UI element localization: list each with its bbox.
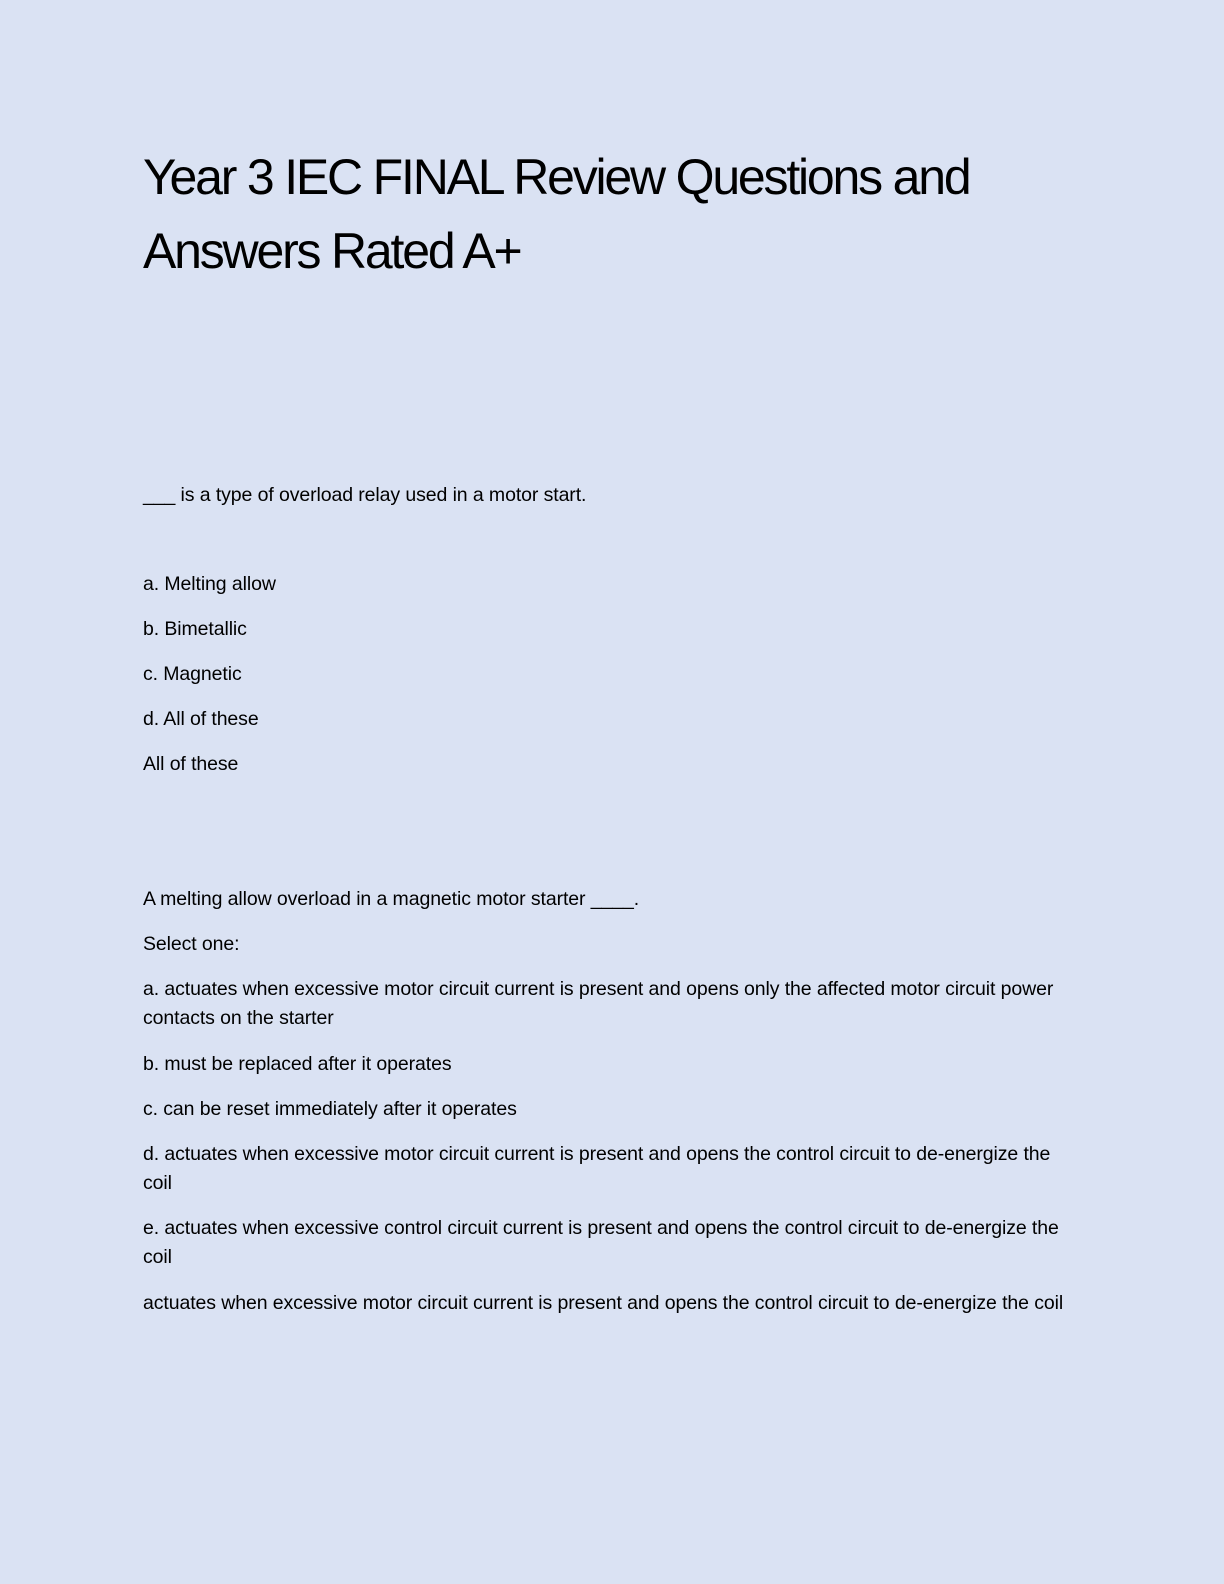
question-2-option-e: e. actuates when excessive control circuit current is present and opens the control circuit to de-energize the coil bbox=[143, 1217, 1059, 1268]
question-1-prompt: ___ is a type of overload relay used in a motor start. bbox=[143, 484, 587, 506]
question-2-prompt: A melting allow overload in a magnetic motor starter ____. bbox=[143, 888, 640, 910]
question-2-instruction: Select one: bbox=[143, 933, 240, 955]
question-2-option-a: a. actuates when excessive motor circuit current is present and opens only the affected motor circuit power contacts on the starter bbox=[143, 978, 1054, 1029]
document-title: Year 3 IEC FINAL Review Questions and Answers Rated A+ bbox=[143, 149, 970, 279]
question-2-option-b: b. must be replaced after it operates bbox=[143, 1053, 452, 1075]
question-1-option-a: a. Melting allow bbox=[143, 573, 276, 595]
question-1-answer: All of these bbox=[143, 753, 239, 775]
question-2-option-c: c. can be reset immediately after it operates bbox=[143, 1098, 517, 1120]
question-1-option-d: d. All of these bbox=[143, 708, 259, 730]
question-2-option-d: d. actuates when excessive motor circuit current is present and opens the control circuit to de-energize the coil bbox=[143, 1143, 1051, 1194]
question-2-answer: actuates when excessive motor circuit current is present and opens the control circuit to de-energize the coil bbox=[143, 1292, 1064, 1314]
question-1-option-b: b. Bimetallic bbox=[143, 618, 247, 640]
question-1-option-c: c. Magnetic bbox=[143, 663, 242, 685]
